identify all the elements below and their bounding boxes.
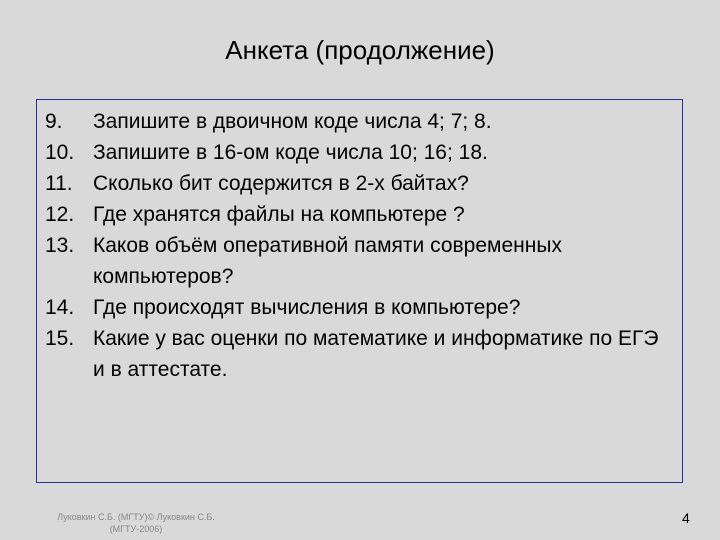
item-text: Где хранятся файлы на компьютере ? [93,203,465,226]
list-item [45,292,675,323]
list-item [45,323,675,385]
item-number: 10. [45,141,75,164]
item-text: Запишите в 16-ом коде числа 10; 16; 18. [93,141,488,164]
list-item [45,230,675,292]
item-number: 9. [45,110,63,133]
question-list [45,106,675,385]
item-number: 11. [45,172,73,195]
slide-title: Анкета (продолжение) [225,35,495,65]
item-number: 14. [45,296,75,319]
list-item [45,199,675,230]
item-text: Запишите в двоичном коде числа 4; 7; 8. [93,110,492,133]
footer-author-year: (МГТУ-2006) [109,524,163,534]
item-number: 15. [45,327,75,350]
item-number: 13. [45,234,75,257]
item-number: 12. [45,203,75,226]
item-text: Сколько бит содержится в 2-х байтах? [93,172,469,195]
item-text: Каков объём оперативной памяти современных компьютеров? [93,234,562,288]
footer-author-line: Луковкин С.Б. (МГТУ)© Луковкин С.Б. [57,512,215,522]
footer-author [36,511,236,535]
item-text: Где происходят вычисления в компьютере? [93,296,521,319]
list-item [45,106,675,137]
slide-number: 4 [682,510,690,526]
content-box [36,99,683,483]
item-text: Какие у вас оценки по математике и информатике по ЕГЭ и в аттестате. [93,327,659,381]
list-item [45,137,675,168]
list-item [45,168,675,199]
